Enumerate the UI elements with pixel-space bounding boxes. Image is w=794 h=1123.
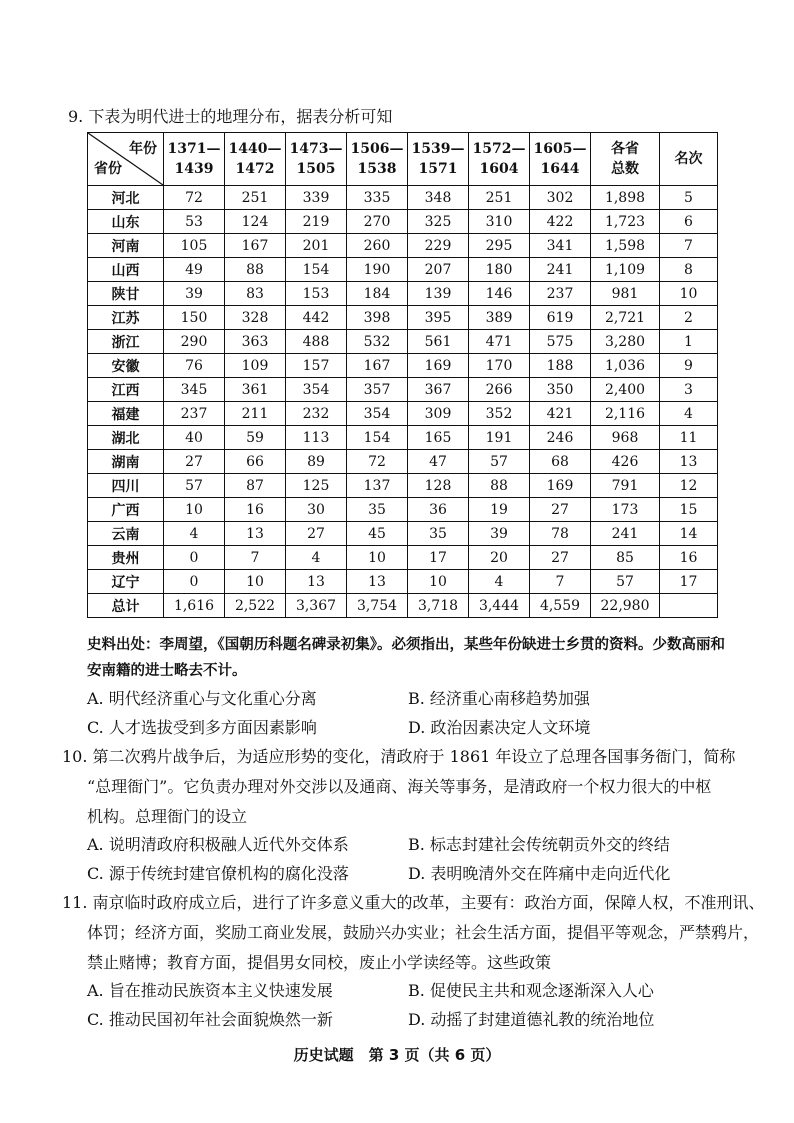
table-cell: 348 (408, 186, 469, 210)
table-cell: 167 (347, 354, 408, 378)
column-header: 1473— 1505 (286, 133, 347, 186)
table-cell: 87 (225, 474, 286, 498)
province-cell: 江苏 (88, 306, 164, 330)
table-cell: 3 (660, 378, 718, 402)
table-cell: 2 (660, 306, 718, 330)
q11-line-1: 11. 南京临时政府成立后，进行了许多意义重大的改革，主要有：政治方面，保障人权，不准刑讯、 (62, 893, 765, 912)
table-cell (660, 594, 718, 618)
table-cell: 350 (530, 378, 591, 402)
table-cell: 88 (469, 474, 530, 498)
table-cell: 30 (286, 498, 347, 522)
table-cell: 1,898 (591, 186, 660, 210)
table-cell: 1,109 (591, 258, 660, 282)
table-cell: 398 (347, 306, 408, 330)
table-cell: 310 (469, 210, 530, 234)
column-header: 1605— 1644 (530, 133, 591, 186)
table-cell: 22,980 (591, 594, 660, 618)
q11-option-c[interactable]: C. 推动民国初年社会面貌焕然一新 (87, 1010, 333, 1029)
table-cell: 146 (469, 282, 530, 306)
table-row (88, 498, 718, 522)
table-cell: 1 (660, 330, 718, 354)
table-cell: 345 (164, 378, 225, 402)
table-cell: 6 (660, 210, 718, 234)
table-cell: 19 (469, 498, 530, 522)
province-cell: 浙江 (88, 330, 164, 354)
source-note: 史料出处：李周望，《国朝历科题名碑录初集》。必须指出，某些年份缺进士乡贯的资料。少数高丽和安南籍的进士略去不计。 (87, 637, 725, 679)
table-cell: 83 (225, 282, 286, 306)
column-header: 1440— 1472 (225, 133, 286, 186)
table-cell: 232 (286, 402, 347, 426)
table-cell: 36 (408, 498, 469, 522)
table-cell: 237 (530, 282, 591, 306)
table-cell: 4 (660, 402, 718, 426)
table-cell: 229 (408, 234, 469, 258)
table-cell: 16 (660, 546, 718, 570)
table-cell: 13 (347, 570, 408, 594)
table-cell: 4 (164, 522, 225, 546)
q9-option-c[interactable]: C. 人才选拔受到多方面因素影响 (87, 718, 317, 737)
table-cell: 85 (591, 546, 660, 570)
table-cell: 367 (408, 378, 469, 402)
table-row (88, 426, 718, 450)
table-cell: 12 (660, 474, 718, 498)
table-cell: 201 (286, 234, 347, 258)
table-cell: 575 (530, 330, 591, 354)
table-cell: 10 (347, 546, 408, 570)
q10-option-b[interactable]: B. 标志封建社会传统朝贡外交的终结 (408, 835, 670, 854)
table-cell: 488 (286, 330, 347, 354)
province-cell: 湖南 (88, 450, 164, 474)
table-cell: 3,280 (591, 330, 660, 354)
table-cell: 47 (408, 450, 469, 474)
table-cell: 165 (408, 426, 469, 450)
table-cell: 180 (469, 258, 530, 282)
table-cell: 7 (660, 234, 718, 258)
table-cell: 57 (164, 474, 225, 498)
table-cell: 270 (347, 210, 408, 234)
table-cell: 169 (408, 354, 469, 378)
province-cell: 安徽 (88, 354, 164, 378)
table-cell: 295 (469, 234, 530, 258)
table-cell: 422 (530, 210, 591, 234)
table-cell: 9 (660, 354, 718, 378)
table-cell: 421 (530, 402, 591, 426)
column-header: 1506— 1538 (347, 133, 408, 186)
table-row (88, 402, 718, 426)
table-row (88, 378, 718, 402)
column-header: 各省 总数 (591, 133, 660, 186)
table-cell: 45 (347, 522, 408, 546)
table-cell: 325 (408, 210, 469, 234)
table-cell: 241 (530, 258, 591, 282)
table-cell: 14 (660, 522, 718, 546)
province-cell: 云南 (88, 522, 164, 546)
table-cell: 191 (469, 426, 530, 450)
table-cell: 426 (591, 450, 660, 474)
table-row (88, 306, 718, 330)
table-cell: 5 (660, 186, 718, 210)
table-cell: 2,400 (591, 378, 660, 402)
table-cell: 2,721 (591, 306, 660, 330)
table-cell: 154 (347, 426, 408, 450)
table-cell: 53 (164, 210, 225, 234)
table-cell: 137 (347, 474, 408, 498)
table-cell: 981 (591, 282, 660, 306)
table-row (88, 210, 718, 234)
table-row (88, 546, 718, 570)
table-row (88, 234, 718, 258)
table-cell: 211 (225, 402, 286, 426)
table-cell: 219 (286, 210, 347, 234)
table-cell: 11 (660, 426, 718, 450)
table-cell: 442 (286, 306, 347, 330)
table-row (88, 522, 718, 546)
table-cell: 302 (530, 186, 591, 210)
table-cell: 7 (530, 570, 591, 594)
table-cell: 1,036 (591, 354, 660, 378)
table-cell: 76 (164, 354, 225, 378)
table-cell: 59 (225, 426, 286, 450)
table-cell: 49 (164, 258, 225, 282)
corner-header (88, 133, 164, 186)
table-cell: 352 (469, 402, 530, 426)
province-cell: 福建 (88, 402, 164, 426)
table-row (88, 570, 718, 594)
q10-option-a[interactable]: A. 说明清政府积极融人近代外交体系 (87, 835, 349, 854)
table-cell: 72 (164, 186, 225, 210)
table-cell: 246 (530, 426, 591, 450)
table-cell: 251 (225, 186, 286, 210)
province-cell: 河南 (88, 234, 164, 258)
table-cell: 27 (286, 522, 347, 546)
table-cell: 139 (408, 282, 469, 306)
province-cell: 陕甘 (88, 282, 164, 306)
table-cell: 128 (408, 474, 469, 498)
q11-line-2: 体罚；经济方面，奖励工商业发展，鼓励兴办实业；社会生活方面，提倡平等观念，严禁鸦片， (87, 923, 760, 942)
table-cell: 68 (530, 450, 591, 474)
table-cell: 13 (286, 570, 347, 594)
table-cell: 3,754 (347, 594, 408, 618)
table-cell: 150 (164, 306, 225, 330)
table-cell: 39 (469, 522, 530, 546)
q10-option-d[interactable]: D. 表明晚清外交在阵痛中走向近代化 (408, 864, 671, 883)
table-cell: 10 (164, 498, 225, 522)
province-cell: 总计 (88, 594, 164, 618)
table-cell: 3,718 (408, 594, 469, 618)
table-cell: 354 (286, 378, 347, 402)
column-header: 1539— 1571 (408, 133, 469, 186)
table-cell: 335 (347, 186, 408, 210)
column-header: 名次 (660, 133, 718, 186)
table-cell: 154 (286, 258, 347, 282)
table-cell: 968 (591, 426, 660, 450)
table-cell: 389 (469, 306, 530, 330)
table-cell: 309 (408, 402, 469, 426)
table-cell: 251 (469, 186, 530, 210)
table-cell: 4 (469, 570, 530, 594)
table-row (88, 330, 718, 354)
q9-option-b[interactable]: B. 经济重心南移趋势加强 (408, 689, 590, 708)
province-cell: 山东 (88, 210, 164, 234)
province-cell: 江西 (88, 378, 164, 402)
table-cell: 125 (286, 474, 347, 498)
q10-option-c[interactable]: C. 源于传统封建官僚机构的腐化没落 (87, 864, 349, 883)
table-row (88, 354, 718, 378)
table-cell: 153 (286, 282, 347, 306)
table-cell: 7 (225, 546, 286, 570)
jinshi-table (87, 132, 718, 618)
table-cell: 20 (469, 546, 530, 570)
table-cell: 561 (408, 330, 469, 354)
table-row (88, 258, 718, 282)
table-cell: 361 (225, 378, 286, 402)
table-cell: 532 (347, 330, 408, 354)
table-cell: 339 (286, 186, 347, 210)
table-cell: 17 (660, 570, 718, 594)
table-cell: 10 (225, 570, 286, 594)
province-cell: 广西 (88, 498, 164, 522)
q11-line-3: 禁止赌博；教育方面，提倡男女同校，废止小学读经等。这些政策 (87, 953, 552, 972)
table-cell: 15 (660, 498, 718, 522)
province-cell: 四川 (88, 474, 164, 498)
page-footer: 历史试题 第 3 页（共 6 页） (293, 1046, 501, 1064)
table-cell: 8 (660, 258, 718, 282)
table-row (88, 450, 718, 474)
column-header: 1371— 1439 (164, 133, 225, 186)
table-cell: 4 (286, 546, 347, 570)
q11-option-a[interactable]: A. 旨在推动民族资本主义快速发展 (87, 981, 333, 1000)
table-cell: 72 (347, 450, 408, 474)
province-cell: 山西 (88, 258, 164, 282)
table-cell: 266 (469, 378, 530, 402)
q10-line-3: 机构。总理衙门的设立 (87, 807, 248, 826)
table-cell: 27 (164, 450, 225, 474)
table-cell: 35 (408, 522, 469, 546)
table-cell: 363 (225, 330, 286, 354)
table-cell: 354 (347, 402, 408, 426)
table-cell: 0 (164, 570, 225, 594)
table-row (88, 186, 718, 210)
table-cell: 4,559 (530, 594, 591, 618)
table-cell: 27 (530, 498, 591, 522)
table-cell: 328 (225, 306, 286, 330)
q10-line-1: 10. 第二次鸦片战争后，为适应形势的变化，清政府于 1861 年设立了总理各国事务衙门，简称 (62, 747, 736, 766)
table-cell: 184 (347, 282, 408, 306)
table-cell: 619 (530, 306, 591, 330)
q9-option-a[interactable]: A. 明代经济重心与文化重心分离 (87, 689, 317, 708)
table-cell: 57 (469, 450, 530, 474)
q9-stem: 9. 下表为明代进士的地理分布，据表分析可知 (68, 107, 393, 126)
table-cell: 40 (164, 426, 225, 450)
table-cell: 241 (591, 522, 660, 546)
q11-option-d[interactable]: D. 动摇了封建道德礼教的统治地位 (408, 1010, 655, 1029)
column-header: 1572— 1604 (469, 133, 530, 186)
table-cell: 1,598 (591, 234, 660, 258)
table-cell: 0 (164, 546, 225, 570)
corner-top-label: 年份 (129, 141, 157, 157)
table-cell: 237 (164, 402, 225, 426)
table-cell: 1,723 (591, 210, 660, 234)
table-cell: 3,444 (469, 594, 530, 618)
table-cell: 188 (530, 354, 591, 378)
table-cell: 169 (530, 474, 591, 498)
q11-option-b[interactable]: B. 促使民主共和观念逐渐深入人心 (408, 981, 654, 1000)
table-cell: 167 (225, 234, 286, 258)
table-cell: 3,367 (286, 594, 347, 618)
table-header-row (88, 133, 718, 186)
table-cell: 290 (164, 330, 225, 354)
table-cell: 88 (225, 258, 286, 282)
table-cell: 471 (469, 330, 530, 354)
table-cell: 17 (408, 546, 469, 570)
q10-line-2: “总理衙门”。它负责办理对外交涉以及通商、海关等事务，是清政府一个权力很大的中枢 (87, 777, 712, 796)
table-cell: 57 (591, 570, 660, 594)
table-cell: 341 (530, 234, 591, 258)
table-cell: 113 (286, 426, 347, 450)
table-cell: 173 (591, 498, 660, 522)
table-cell: 16 (225, 498, 286, 522)
table-cell: 791 (591, 474, 660, 498)
table-cell: 105 (164, 234, 225, 258)
table-cell: 13 (225, 522, 286, 546)
table-cell: 260 (347, 234, 408, 258)
table-cell: 357 (347, 378, 408, 402)
table-cell: 207 (408, 258, 469, 282)
table-cell: 89 (286, 450, 347, 474)
province-cell: 湖北 (88, 426, 164, 450)
table-cell: 170 (469, 354, 530, 378)
table-cell: 124 (225, 210, 286, 234)
table-cell: 190 (347, 258, 408, 282)
q9-option-d[interactable]: D. 政治因素决定人文环境 (408, 718, 591, 737)
table-cell: 10 (408, 570, 469, 594)
table-cell: 66 (225, 450, 286, 474)
table-cell: 39 (164, 282, 225, 306)
table-cell: 1,616 (164, 594, 225, 618)
province-cell: 贵州 (88, 546, 164, 570)
table-cell: 2,522 (225, 594, 286, 618)
table-row (88, 594, 718, 618)
province-cell: 辽宁 (88, 570, 164, 594)
table-cell: 2,116 (591, 402, 660, 426)
table-cell: 78 (530, 522, 591, 546)
table-cell: 27 (530, 546, 591, 570)
table-cell: 109 (225, 354, 286, 378)
table-cell: 35 (347, 498, 408, 522)
table-row (88, 474, 718, 498)
table-cell: 10 (660, 282, 718, 306)
table-cell: 395 (408, 306, 469, 330)
table-cell: 13 (660, 450, 718, 474)
table-row (88, 282, 718, 306)
province-cell: 河北 (88, 186, 164, 210)
corner-bottom-label: 省份 (94, 161, 122, 177)
table-cell: 157 (286, 354, 347, 378)
